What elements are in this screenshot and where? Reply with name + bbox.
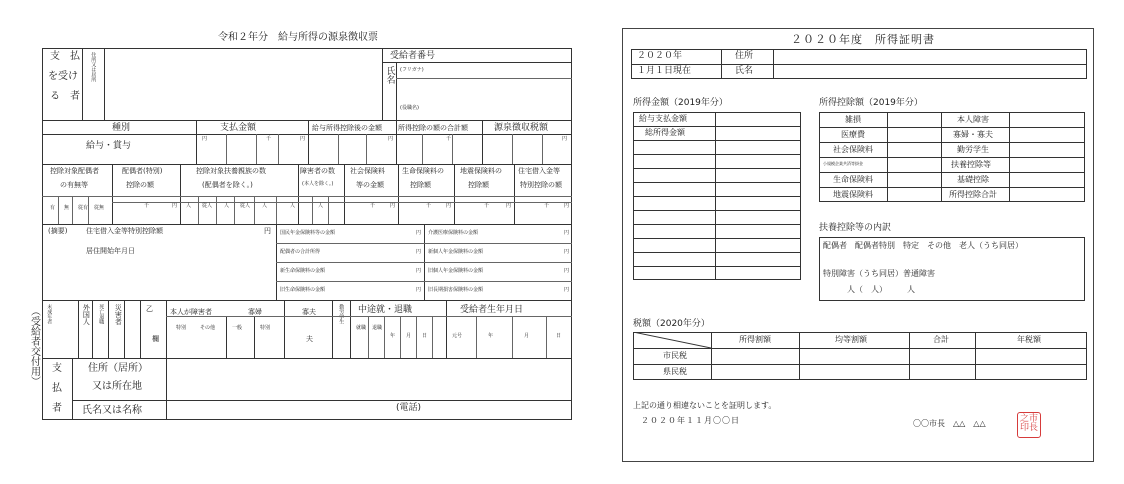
header-shiharai-kingaku: 支払金額 — [220, 123, 257, 133]
payer-sha: 者 — [52, 403, 62, 414]
tekiyo-label: (摘要) — [48, 227, 68, 235]
cert-title: ２０２０年度 所得証明書 — [791, 33, 935, 46]
payee-name-label: 氏名 — [384, 66, 395, 84]
bottom-h-4: 災害者 — [114, 304, 123, 325]
bottom-sub-4: 特別 — [260, 325, 271, 331]
row2-h1-l2: の有無等 — [60, 181, 88, 189]
ded-r-6: 所得控除合計 — [949, 190, 997, 199]
dependents-line-3: 人（ 人） 人 — [847, 285, 915, 294]
withholding-slip — [26, 30, 588, 422]
header-kyuyo-shotoku: 給与所得控除後の金額 — [312, 124, 382, 132]
r3-mark-13: 人 — [318, 203, 324, 209]
ded-l-6: 地震保険料 — [833, 190, 873, 199]
bottom-sub-1: 特別 — [176, 325, 187, 331]
mayor-name: 〇〇市長 △△ △△ — [913, 419, 986, 428]
unit-6: 円 — [562, 136, 568, 142]
unit-5: 千 — [446, 136, 452, 142]
tax-row-2: 県民税 — [663, 367, 687, 376]
tax-header-diagonal — [633, 332, 711, 348]
ded-l-3: 社会保険料 — [833, 145, 873, 154]
payee-address-label: 住所又は居所 — [90, 52, 97, 82]
payer-addr2-label: 又は所在地 — [92, 381, 142, 392]
row2-h7-l1: 地震保険料の — [460, 167, 502, 175]
income-row-1: 給与支払金額 — [639, 114, 687, 123]
tax-h-2: 均等割額 — [835, 335, 867, 344]
tekiyo-en-m3: 円 — [416, 268, 422, 274]
r3-mark-15: 円 — [390, 203, 396, 209]
tax-title: 税額（2020年分） — [633, 319, 710, 329]
r3-mark-7: 人 — [186, 203, 192, 209]
bottom-h-6: 本人が障害者 — [170, 308, 212, 316]
row2-h6-l1: 生命保険料の — [402, 167, 444, 175]
r3-mark-3: 従有 — [78, 205, 89, 211]
bottom-h-8: 寡夫 — [302, 308, 316, 316]
payee-mono-label: る 者 — [50, 91, 80, 102]
r3-mark-12: 人 — [290, 203, 296, 209]
r3-mark-6: 円 — [172, 203, 178, 209]
bottom-sub-2: その他 — [200, 325, 216, 331]
tekiyo-en-m1: 円 — [416, 230, 422, 236]
bottom-sub-15: 日 — [556, 333, 562, 339]
ded-l-5: 生命保険料 — [833, 175, 873, 184]
dependents-line-1: 配偶者 配偶者特別 特定 その他 老人（うち同居） — [823, 241, 1023, 250]
bottom-sub-6: 夫 — [306, 335, 313, 343]
unit-2: 千 — [266, 136, 272, 142]
tax-h-1: 所得割額 — [739, 335, 771, 344]
bottom-h-5: 乙 — [146, 305, 153, 313]
bottom-sub-3: 一般 — [232, 325, 243, 331]
tekiyo-mid-2: 配偶者の合計所得 — [280, 249, 321, 255]
cert-addr-label: 住所 — [735, 51, 754, 61]
cert-date: １月１日現在 — [637, 66, 692, 76]
ded-r-2: 寡婦・寡夫 — [953, 130, 993, 139]
payer-addr-label: 住所（居所） — [88, 363, 148, 374]
ded-l-1: 雑損 — [845, 115, 861, 124]
certify-text: 上記の通り相違ないことを証明します。 — [633, 401, 777, 410]
payer-shi: 支 — [52, 363, 62, 374]
payer-barai: 払 — [52, 383, 62, 394]
tekiyo-en-r1: 円 — [564, 230, 570, 236]
row2-h1-l1: 控除対象配偶者 — [50, 167, 99, 175]
certify-date: ２０２０年１１月〇〇日 — [641, 416, 740, 425]
jutaku-label: 住宅借入金等特別控除額 — [86, 227, 163, 235]
r3-mark-16: 千 — [426, 203, 432, 209]
row2-h2-l2: 控除の額 — [126, 181, 154, 189]
row2-h6-l2: 控除額 — [410, 181, 431, 189]
bottom-h-2: 外国人 — [82, 304, 91, 325]
ded-r-1: 本人障害 — [957, 115, 989, 124]
bottom-sub-10: 月 — [406, 333, 412, 339]
r3-mark-11: 人 — [262, 203, 268, 209]
income-title: 所得金額（2019年分） — [633, 98, 728, 108]
r3-mark-17: 円 — [446, 203, 452, 209]
ded-r-3: 勤労学生 — [957, 145, 989, 154]
r3-mark-5: 千 — [144, 203, 150, 209]
payer-name-label: 氏名又は名称 — [82, 405, 142, 416]
bottom-h-7: 寡婦 — [248, 308, 262, 316]
bottom-h-11: 受給者生年月日 — [460, 305, 524, 315]
row2-h4-l2: (本人を除く。) — [302, 181, 334, 187]
row2-h3-l1: 控除対象扶養親族の数 — [196, 167, 266, 175]
side-label-kofuyo: （受給者交付用） — [28, 306, 40, 386]
tekiyo-en-r4: 円 — [564, 287, 570, 293]
r3-mark-8: 従人 — [202, 203, 213, 209]
tekiyo-right-2: 新個人年金保険料の金額 — [428, 249, 484, 255]
row2-h5-l1: 社会保険料 — [350, 167, 385, 175]
bottom-sub-14: 月 — [524, 333, 530, 339]
bottom-sub-7: 就職 — [356, 325, 367, 331]
tekiyo-right-1: 介護医療保険料の金額 — [428, 230, 479, 236]
bottom-sub-8: 退職 — [372, 325, 383, 331]
deduction-title: 所得控除額（2019年分） — [819, 98, 923, 108]
income-certificate — [622, 28, 1094, 462]
slip-title: 令和２年分 給与所得の源泉徴収票 — [218, 32, 378, 43]
tekiyo-right-4: 旧長期損害保険料の金額 — [428, 287, 484, 293]
recipient-number-label: 受給者番号 — [390, 51, 436, 61]
r3-mark-9: 人 — [224, 203, 230, 209]
bottom-h-3: 死亡退職 — [98, 304, 105, 324]
bottom-sub-5: 欄 — [152, 335, 159, 343]
dependents-title: 扶養控除等の内訳 — [819, 223, 892, 233]
income-row-2: 総所得金額 — [645, 128, 685, 137]
header-shotoku-kojo: 所得控除の額の合計額 — [398, 124, 468, 132]
bottom-sub-13: 年 — [488, 333, 494, 339]
ded-r-5: 基礎控除 — [957, 175, 989, 184]
tekiyo-en-m2: 円 — [416, 249, 422, 255]
r3-mark-21: 円 — [564, 203, 570, 209]
yakushoku-label: (役職名) — [400, 105, 419, 111]
row2-h8-l2: 特別控除の額 — [520, 181, 562, 189]
tekiyo-en-r2: 円 — [564, 249, 570, 255]
payer-tel-label: (電話) — [396, 403, 422, 413]
tekiyo-mid-4: 旧生命保険料の金額 — [280, 287, 326, 293]
tax-h-4: 年税額 — [1017, 335, 1041, 344]
bottom-sub-11: 日 — [422, 333, 428, 339]
row2-h7-l2: 控除額 — [468, 181, 489, 189]
r3-mark-14: 千 — [370, 203, 376, 209]
unit-3: 円 — [300, 136, 306, 142]
ded-l-4: 小規模企業共済等掛金 — [823, 161, 863, 166]
tax-row-1: 市民税 — [663, 351, 687, 360]
r3-mark-20: 千 — [544, 203, 550, 209]
bottom-h-1: 未成年者 — [46, 304, 53, 324]
r3-mark-2: 無 — [64, 205, 70, 211]
bottom-sub-9: 年 — [390, 333, 396, 339]
tekiyo-en-m4: 円 — [416, 287, 422, 293]
ded-l-2: 医療費 — [841, 130, 865, 139]
tax-h-3: 合計 — [933, 335, 949, 344]
r3-mark-1: 有 — [50, 205, 56, 211]
ded-r-4: 扶養控除等 — [951, 160, 991, 169]
cert-name-label: 氏名 — [735, 66, 754, 76]
bottom-h-10: 中途就・退職 — [358, 305, 413, 315]
payee-ukeru-label: を受け — [48, 71, 78, 82]
tekiyo-mid-1: 国民年金保険料等の金額 — [280, 230, 336, 236]
dependents-line-2: 特別障害（うち同居）普通障害 — [823, 269, 935, 278]
row2-h2-l1: 配偶者(特別) — [122, 167, 163, 175]
row2-h4-l1: 障害者の数 — [300, 167, 335, 175]
unit-4: 円 — [388, 136, 394, 142]
tekiyo-mid-3: 新生命保険料の金額 — [280, 268, 326, 274]
unit-1: 円 — [202, 136, 208, 142]
row2-h5-l2: 等の金額 — [356, 181, 384, 189]
cert-year: ２０２０年 — [637, 51, 683, 61]
tekiyo-right-3: 旧個人年金保険料の金額 — [428, 268, 484, 274]
furigana-label: (フリガナ) — [400, 67, 424, 73]
tekiyo-en-r3: 円 — [564, 268, 570, 274]
r3-mark-19: 円 — [506, 203, 512, 209]
r3-mark-10: 従人 — [240, 203, 251, 209]
r3-mark-4: 従無 — [94, 205, 105, 211]
kyuyo-shoyo-label: 給与・賞与 — [86, 141, 132, 151]
kyoju-label: 居住開始年月日 — [86, 247, 135, 255]
jutaku-en: 円 — [264, 227, 271, 235]
payee-shiharai-label: 支 払 — [50, 51, 80, 62]
row2-h8-l1: 住宅借入金等 — [518, 167, 560, 175]
header-gensen: 源泉徴収税額 — [494, 123, 549, 133]
r3-mark-18: 千 — [484, 203, 490, 209]
bottom-h-9: 勤労学生 — [338, 304, 345, 324]
row2-h3-l2: (配偶者を除く。) — [202, 181, 253, 189]
mayor-seal: 之市 印長 — [1017, 412, 1041, 438]
header-shubetsu: 種別 — [112, 123, 131, 133]
bottom-sub-12: 元号 — [452, 333, 463, 339]
